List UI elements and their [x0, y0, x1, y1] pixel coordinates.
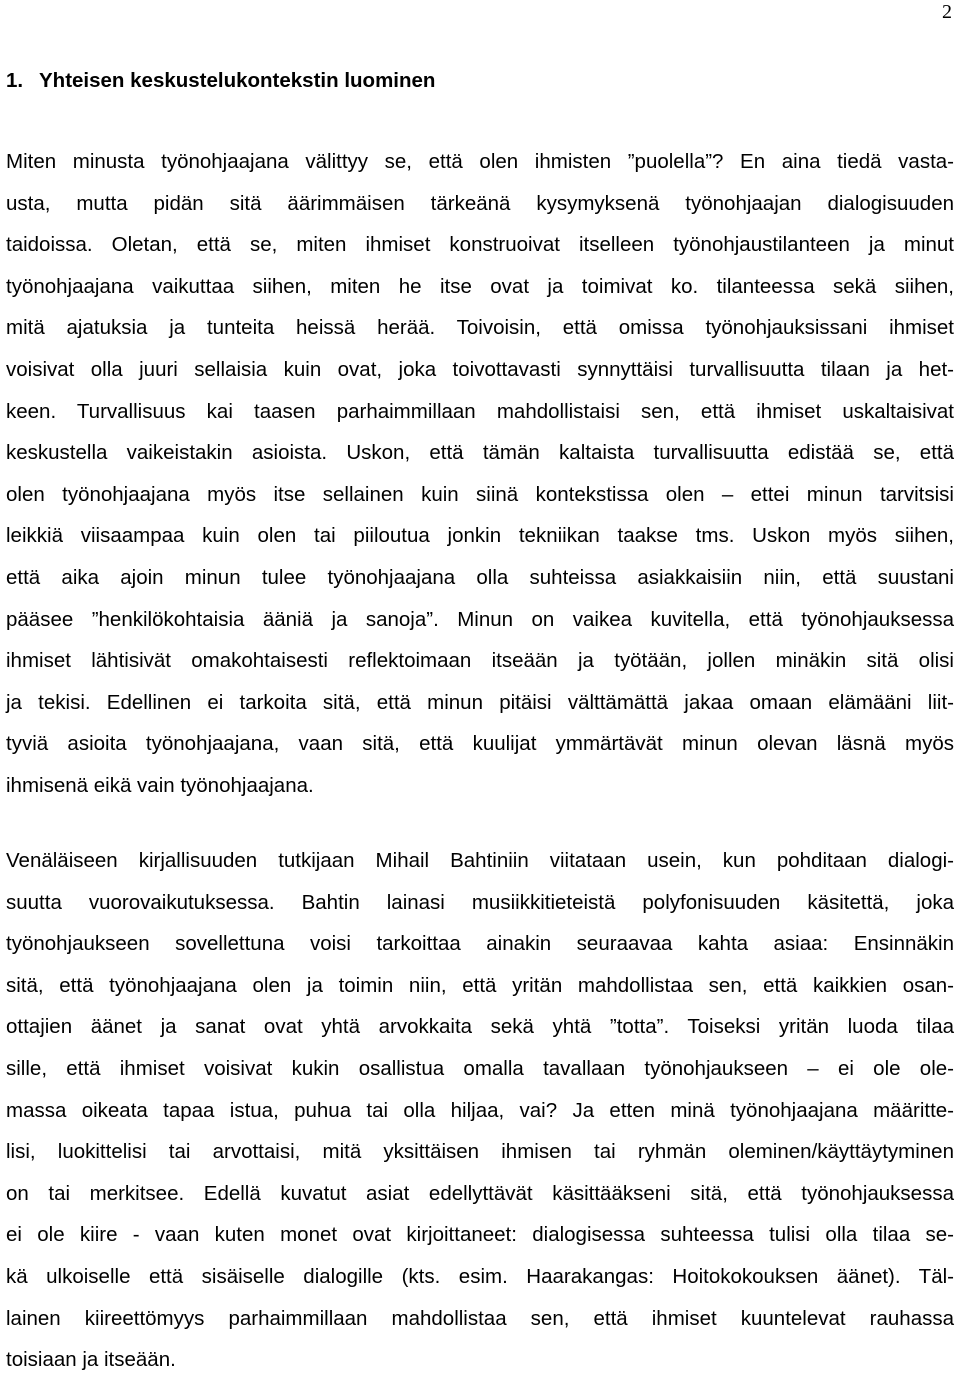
text-line: leikkiä viisaampaa kuin olen tai piiloutua jonkin tekniikan taakse tms. Uskon myös siihen,	[6, 524, 954, 548]
text-line: ei ole kiire - vaan kuten monet ovat kirjoittaneet: dialogisessa suhteessa tulisi olla tilaa se-	[6, 1223, 954, 1247]
text-line: lainen kiireettömyys parhaimmillaan mahdollistaa sen, että ihmiset kuuntelevat rauhassa	[6, 1306, 954, 1330]
page-number: 2	[942, 1, 952, 23]
text-line: ottajien äänet ja sanat ovat yhtä arvokkaita sekä yhtä ”totta”. Toiseksi yritän luoda tilaa	[6, 1015, 954, 1039]
section-title: Yhteisen keskustelukontekstin luominen	[39, 69, 436, 92]
text-line: työnohjaukseen sovellettuna voisi tarkoittaa ainakin seuraavaa kahta asiaa: Ensinnäkin	[6, 932, 954, 956]
text-line: Venäläiseen kirjallisuuden tutkijaan Mihail Bahtiniin viitataan usein, kun pohditaan dialogi-	[6, 849, 954, 872]
paragraph-1	[6, 141, 954, 807]
text-line: keskustella vaikeistakin asioista. Uskon, että tämän kaltaista turvallisuutta edistää se, että	[6, 441, 954, 465]
text-line: toisiaan ja itseään.	[6, 1348, 176, 1372]
text-line: suutta vuorovaikutuksessa. Bahtin lainasi musiikkitieteistä polyfonisuuden käsitettä, joka	[6, 890, 954, 914]
text-line: lisi, luokittelisi tai arvottaisi, mitä yksittäisen ihmisen tai ryhmän oleminen/käyttäytyminen	[6, 1140, 954, 1164]
text-line: keen. Turvallisuus kai taasen parhaimmillaan mahdollistaisi sen, että ihmiset uskaltaisivat	[6, 399, 954, 423]
text-line: on tai merkitsee. Edellä kuvatut asiat edellyttävät käsittääkseni sitä, että työnohjauksessa	[6, 1181, 954, 1205]
text-line: Miten minusta työnohjaajana välittyy se, että olen ihmisten ”puolella”? En aina tiedä vasta-	[6, 150, 954, 173]
text-line: mitä ajatuksia ja tunteita heissä herää. Toivoisin, että omissa työnohjauksissani ihmiset	[6, 316, 954, 340]
text-line: voisivat olla juuri sellaisia kuin ovat, joka toivottavasti synnyttäisi turvallisuutta tilaan ja het-	[6, 357, 954, 381]
section-number: 1.	[6, 69, 24, 92]
text-line: usta, mutta pidän sitä äärimmäisen tärkeänä kysymyksenä työnohjaajan dialogisuuden	[6, 191, 954, 215]
text-line: että aika ajoin minun tulee työnohjaajana olla suhteissa asiakkaisiin niin, että suustani	[6, 565, 954, 589]
text-line: taidoissa. Oletan, että se, miten ihmiset konstruoivat itselleen työnohjaustilanteen ja minut	[6, 233, 954, 257]
text-line: tyviä asioita työnohjaajana, vaan sitä, että kuulijat ymmärtävät minun olevan läsnä myös	[6, 732, 954, 756]
text-line: pääsee ”henkilökohtaisia ääniä ja sanoja”. Minun on vaikea kuvitella, että työnohjauksessa	[6, 607, 954, 631]
text-line: työnohjaajana vaikuttaa siihen, miten he itse ovat ja toimivat ko. tilanteessa sekä siihen,	[6, 274, 954, 298]
text-line: olen työnohjaajana myös itse sellainen kuin siinä kontekstissa olen – ettei minun tarvitsisi	[6, 482, 954, 506]
text-line: massa oikeata tapaa istua, puhua tai olla hiljaa, vai? Ja etten minä työnohjaajana määritte-	[6, 1098, 954, 1122]
text-line: sille, että ihmiset voisivat kukin osallistua omalla tavallaan työnohjaukseen – ei ole ole-	[6, 1056, 954, 1080]
section-heading	[6, 66, 435, 96]
paragraph-2	[6, 840, 954, 1381]
text-line: ihmiset lähtisivät omakohtaisesti reflektoimaan itseään ja työtään, jollen minäkin sitä olisi	[6, 649, 954, 673]
text-line: kä ulkoiselle että sisäiselle dialogille (kts. esim. Haarakangas: Hoitokokouksen äänet). Täl-	[6, 1264, 954, 1288]
text-line: ihmisenä eikä vain työnohjaajana.	[6, 773, 314, 797]
text-line: ja tekisi. Edellinen ei tarkoita sitä, että minun pitäisi välttämättä jakaa omaan elämääni liit-	[6, 690, 954, 714]
text-line: sitä, että työnohjaajana olen ja toimin niin, että yritän mahdollistaa sen, että kaikkien osan-	[6, 973, 954, 997]
